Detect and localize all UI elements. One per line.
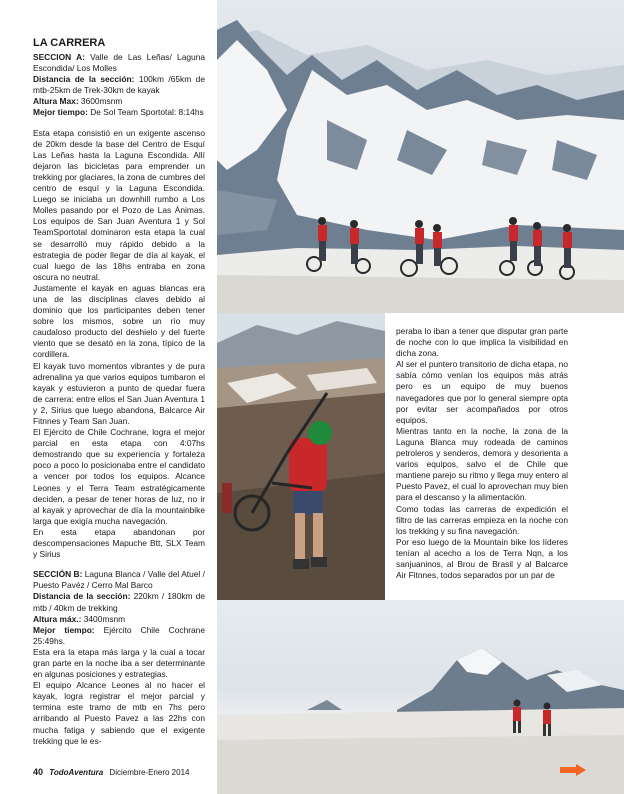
section-heading: LA CARRERA xyxy=(33,37,106,49)
photo-cyclists-mountains xyxy=(217,0,624,313)
distance-a-info: Distancia de la sección: 100km /65km de mtb-25km de Trek-30km de kayak xyxy=(33,74,205,96)
paragraph: Esta etapa consistió en un exigente ascenso de 20km desde la base del Centro de Esquí Las Leñas hasta la Laguna Escondida. Allí dejaron las bicicletas para emprender un trekking por glaciares, la zona de cumbres del centro de esquí y la Laguna Escondida. Luego se iniciaba un downhill rumbo a Los Molles pasando por el Pozo de Las Ánimas. Los equipos de San Juan Aventura 1 y Sol TeamSportotal dominaron esta etapa la cual se desarrolló muy rápido debido a la estrategia de poder llegar de día al kayak, el cual luego de las 18hs entraba en zona oscura no neutral. xyxy=(33,127,205,282)
paragraph: Justamente el kayak en aguas blancas era una de las disciplinas claves debido al dominio que los participantes deben tener sobre los mismos, sobre un río muy caudaloso producto del deshielo y del fuerte viento que se desató en la zona, típico de la cordillera. xyxy=(33,282,205,360)
next-page-arrow-icon xyxy=(560,764,586,776)
paragraph: peraba lo iban a tener que disputar gran parte de noche con lo que implica la visibilidad en dicha zona. xyxy=(396,326,568,359)
paragraph: El equipo Alcance Leones al no hacer el kayak, logra registrar el mejor parcial y termina este tramo de mtb en 7hs pero arribando al Puesto Pavez a las 22hs con mucha fatiga y sabiendo que el exigente trekking que le es- xyxy=(33,680,205,746)
best-time-a-info: Mejor tiempo: De Sol Team Sportotal: 8:14hs xyxy=(33,107,204,118)
altitude-b-info: Altura máx.: 3400msnm xyxy=(33,613,126,624)
paragraph: El Ejército de Chile Cochrane, logra el mejor parcial en esta etapa con 4:07hs demostrando que su experiencia y fortaleza poco a poco lo posicionaba entre el candidato a vencer por todos los equipos. Alcance Leones y el Terra Team estratégicamente deciden, a pesar de tener horas de luz, no ir al kayak y aprovechar de día la mountainbike larga que exigía mucha navegación. xyxy=(33,427,205,526)
right-column xyxy=(396,326,568,581)
section-a-info: SECCION A: Valle de Las Leñas/ Laguna Escondida/ Los Molles xyxy=(33,52,205,74)
page-footer xyxy=(33,767,189,778)
issue-date: Diciembre-Enero 2014 xyxy=(109,768,190,777)
altitude-a-info: Altura Max: 3600msnm xyxy=(33,96,123,107)
left-column xyxy=(33,37,205,747)
paragraph: Por eso luego de la Mountain bike los líderes tenían al acecho a los de Terra Nqn, a los sanjuaninos, al Brou de Brasil y al Balcarce Air Fitnnes, todos separados por un par de xyxy=(396,536,568,581)
best-time-b-info: Mejor tiempo: Ejército Chile Cochrane 25:49hs. xyxy=(33,624,206,646)
paragraph: Al ser el puntero transitorio de dicha etapa, no sabía cómo venían los equipos más atrás pero es un equipo de muy buenos navegadores que por lo general siempre opta por evitar ser acompañados por otros equipos. xyxy=(396,359,568,425)
paragraph: Mientras tanto en la noche, la zona de la Laguna Blanca muy rodeada de caminos petroleros y senderos, demora y desorienta a varios equipos, salvo el de Chile que mantiene parejo su ritmo y llega muy entero al Puesto Pavez, el cual lo aprovechan muy bien para el descanso y la alimentación. xyxy=(396,425,568,503)
page-number: 40 xyxy=(33,767,44,777)
paragraph: Esta era la etapa más larga y la cual a tocar gran parte en la noche iba a ser determinante en algunas posiciones y estrategias. xyxy=(33,646,205,680)
magazine-name: TodoAventura xyxy=(49,768,104,777)
distance-b-info: Distancia de la sección: 220km / 180km de mtb / 40km de trekking xyxy=(33,591,205,613)
paragraph: El kayak tuvo momentos vibrantes y de pura adrenalina ya que varios equipos tumbaron el kayak y estuvieron a punto de quedar fuera de carrera: entre ellos el San Juan Aventura 1 y 2, Sirius que luego abandona, Balcarce Air Fitnnes y Team San Juan. xyxy=(33,360,205,426)
paragraph: Como todas las carreras de expedición el filtro de las carreras empieza en la noche con los trekking y su fina navegación. xyxy=(396,503,568,536)
paragraph: En esta etapa abandonan por descompensaciones Mapuche Btt, SLX Team y Sirius xyxy=(33,526,205,560)
photo-runner-carrying-bike xyxy=(217,313,385,600)
section-b-info: SECCIÓN B: Laguna Blanca / Valle del Atuel / Puesto Pavéz / Cerro Mal Barco xyxy=(33,569,205,591)
